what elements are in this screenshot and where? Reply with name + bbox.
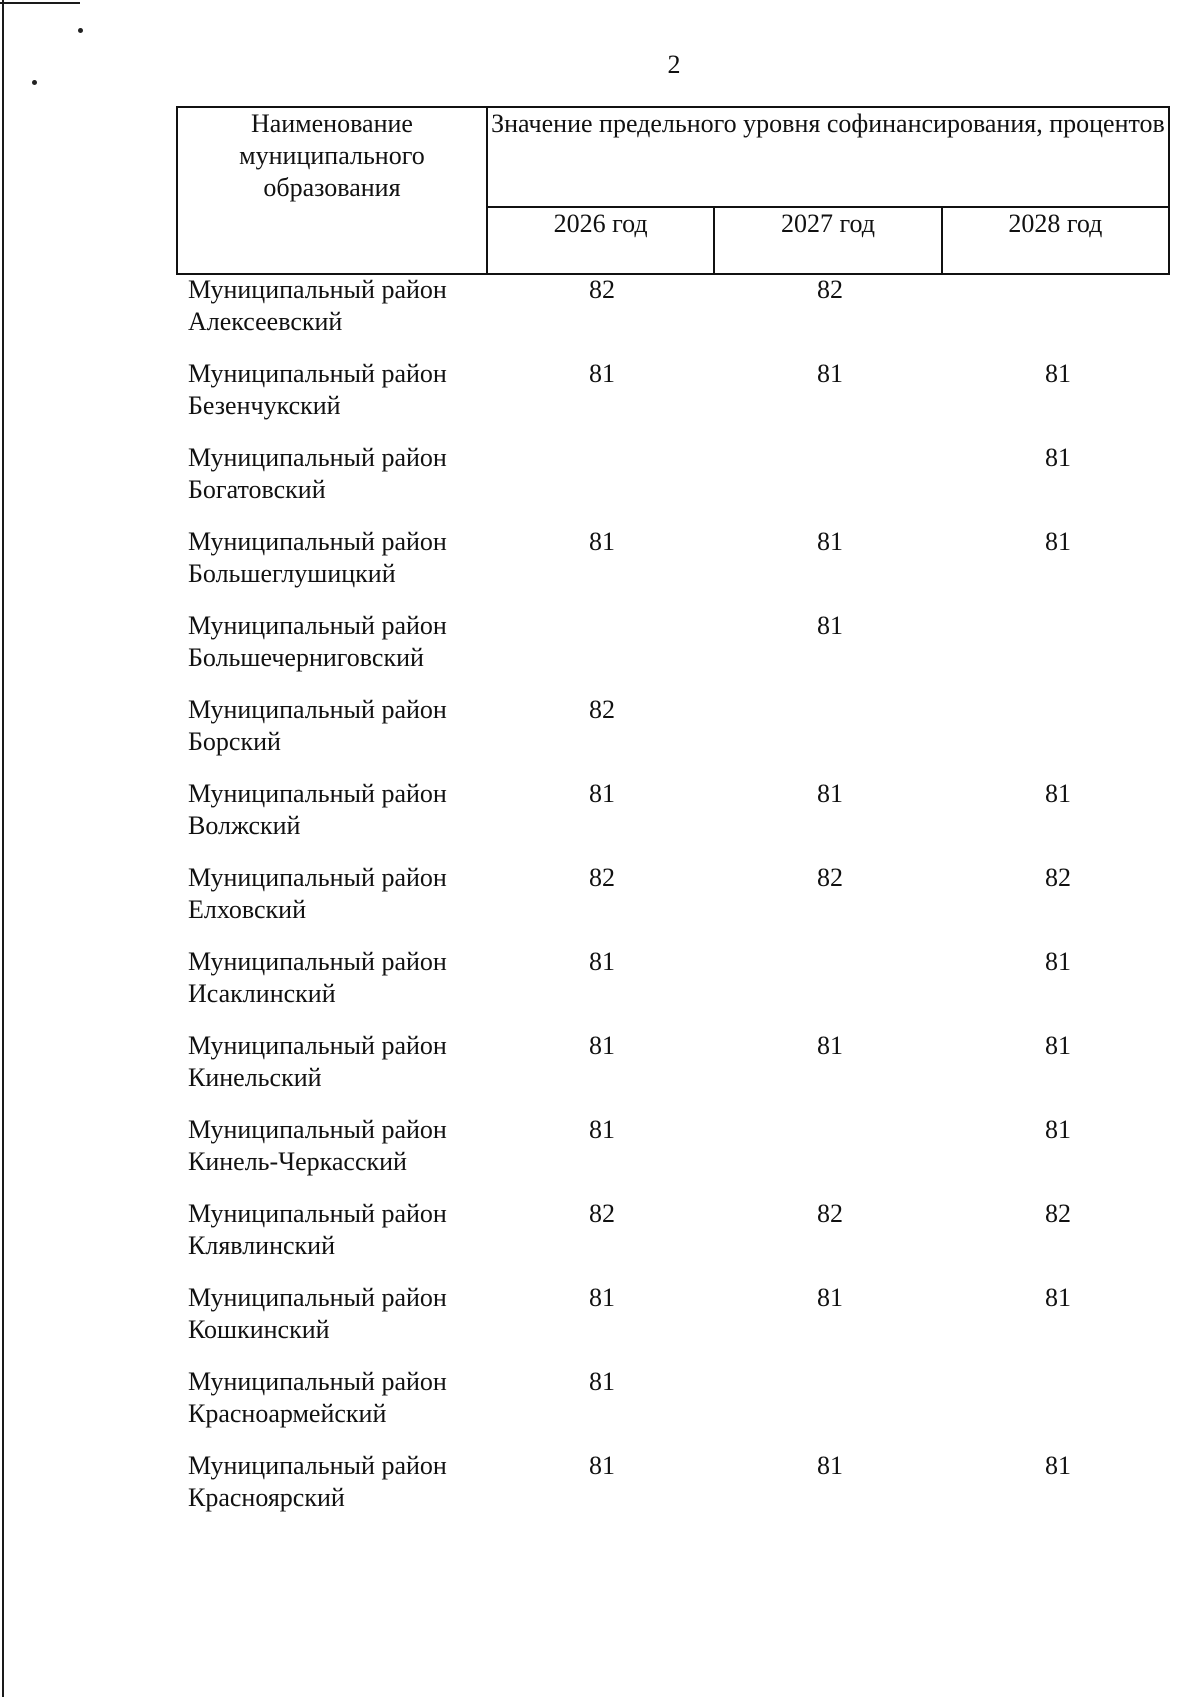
row-name-line2: Клявлинский <box>188 1231 336 1260</box>
cell-2027: 81 <box>817 779 843 808</box>
cell-2027: 81 <box>817 611 843 640</box>
row-name <box>188 1114 488 1178</box>
row-name-line2: Исаклинский <box>188 979 336 1008</box>
row-name-line1: Муниципальный район <box>188 1199 447 1228</box>
row-name-line2: Большечерниговский <box>188 643 424 672</box>
row-name-line1: Муниципальный район <box>188 947 447 976</box>
cell-2026: 82 <box>589 863 615 892</box>
table-row <box>188 610 1178 694</box>
table-header <box>176 106 1170 275</box>
cell-2028: 81 <box>1045 1115 1071 1144</box>
table-row <box>188 274 1178 358</box>
row-name-line1: Муниципальный район <box>188 1367 447 1396</box>
row-name-line1: Муниципальный район <box>188 611 447 640</box>
table-row <box>188 694 1178 778</box>
cell-2028: 81 <box>1045 359 1071 388</box>
row-name <box>188 778 488 842</box>
row-name-line2: Кошкинский <box>188 1315 330 1344</box>
table-row <box>188 358 1178 442</box>
column-header-name: Наименование муниципального образования <box>177 107 487 274</box>
cell-2027: 81 <box>817 1283 843 1312</box>
scan-speck <box>32 80 37 85</box>
cell-2028: 81 <box>1045 779 1071 808</box>
cell-2028: 81 <box>1045 1031 1071 1060</box>
row-name-line2: Алексеевский <box>188 307 343 336</box>
row-name-line1: Муниципальный район <box>188 1031 447 1060</box>
table-row <box>188 778 1178 862</box>
row-name <box>188 862 488 926</box>
table-body <box>188 274 1178 1534</box>
row-name-line1: Муниципальный район <box>188 863 447 892</box>
page-edge-top <box>0 2 80 4</box>
cell-2028: 81 <box>1045 527 1071 556</box>
row-name-line1: Муниципальный район <box>188 527 447 556</box>
cell-2026: 81 <box>589 1451 615 1480</box>
cell-2026: 81 <box>589 527 615 556</box>
table-row <box>188 1114 1178 1198</box>
page-number: 2 <box>667 50 681 79</box>
table-row <box>188 1366 1178 1450</box>
cell-2026: 82 <box>589 275 615 304</box>
row-name-line1: Муниципальный район <box>188 359 447 388</box>
cell-2026: 81 <box>589 1367 615 1396</box>
cell-2028: 81 <box>1045 1283 1071 1312</box>
row-name-line1: Муниципальный район <box>188 443 447 472</box>
cell-2027: 81 <box>817 1451 843 1480</box>
page-edge-left <box>2 0 4 1697</box>
row-name <box>188 1366 488 1430</box>
cell-2026: 82 <box>589 695 615 724</box>
row-name <box>188 358 488 422</box>
row-name <box>188 610 488 674</box>
row-name <box>188 274 488 338</box>
cell-2028: 81 <box>1045 947 1071 976</box>
cell-2026: 81 <box>589 359 615 388</box>
row-name-line1: Муниципальный район <box>188 1283 447 1312</box>
table-row <box>188 1282 1178 1366</box>
row-name <box>188 526 488 590</box>
row-name-line1: Муниципальный район <box>188 1115 447 1144</box>
row-name <box>188 946 488 1010</box>
row-name-line2: Красноармейский <box>188 1399 387 1428</box>
row-name-line2: Борский <box>188 727 281 756</box>
row-name-line2: Красноярский <box>188 1483 345 1512</box>
cell-2026: 81 <box>589 1115 615 1144</box>
row-name-line1: Муниципальный район <box>188 779 447 808</box>
cell-2026: 82 <box>589 1199 615 1228</box>
row-name-line1: Муниципальный район <box>188 1451 447 1480</box>
row-name-line2: Волжский <box>188 811 301 840</box>
table-row <box>188 1030 1178 1114</box>
cell-2027: 82 <box>817 275 843 304</box>
table-row <box>188 946 1178 1030</box>
row-name <box>188 1198 488 1262</box>
row-name <box>188 442 488 506</box>
table-row <box>188 1450 1178 1534</box>
table-row <box>188 862 1178 946</box>
row-name-line2: Кинельский <box>188 1063 322 1092</box>
row-name-line2: Большеглушицкий <box>188 559 396 588</box>
cell-2027: 81 <box>817 359 843 388</box>
row-name <box>188 1030 488 1094</box>
column-header-year-2027: 2027 год <box>714 207 941 274</box>
cell-2026: 81 <box>589 1283 615 1312</box>
cell-2026: 81 <box>589 1031 615 1060</box>
table-row <box>188 526 1178 610</box>
row-name <box>188 1282 488 1346</box>
scan-speck <box>78 28 83 33</box>
cell-2026: 81 <box>589 779 615 808</box>
cell-2028: 82 <box>1045 1199 1071 1228</box>
cell-2027: 81 <box>817 527 843 556</box>
row-name-line2: Кинель-Черкасский <box>188 1147 407 1176</box>
row-name-line2: Елховский <box>188 895 306 924</box>
row-name-line1: Муниципальный район <box>188 275 447 304</box>
cell-2028: 81 <box>1045 1451 1071 1480</box>
row-name <box>188 1450 488 1514</box>
row-name-line2: Безенчукский <box>188 391 341 420</box>
cell-2026: 81 <box>589 947 615 976</box>
column-header-year-2028: 2028 год <box>942 207 1169 274</box>
table-row <box>188 442 1178 526</box>
cell-2028: 81 <box>1045 443 1071 472</box>
column-header-value: Значение предельного уровня софинансирования, процентов <box>487 107 1169 207</box>
cell-2027: 81 <box>817 1031 843 1060</box>
column-header-year-2026: 2026 год <box>487 207 714 274</box>
cell-2028: 82 <box>1045 863 1071 892</box>
cell-2027: 82 <box>817 863 843 892</box>
row-name-line2: Богатовский <box>188 475 326 504</box>
cell-2027: 82 <box>817 1199 843 1228</box>
row-name <box>188 694 488 758</box>
table-row <box>188 1198 1178 1282</box>
row-name-line1: Муниципальный район <box>188 695 447 724</box>
